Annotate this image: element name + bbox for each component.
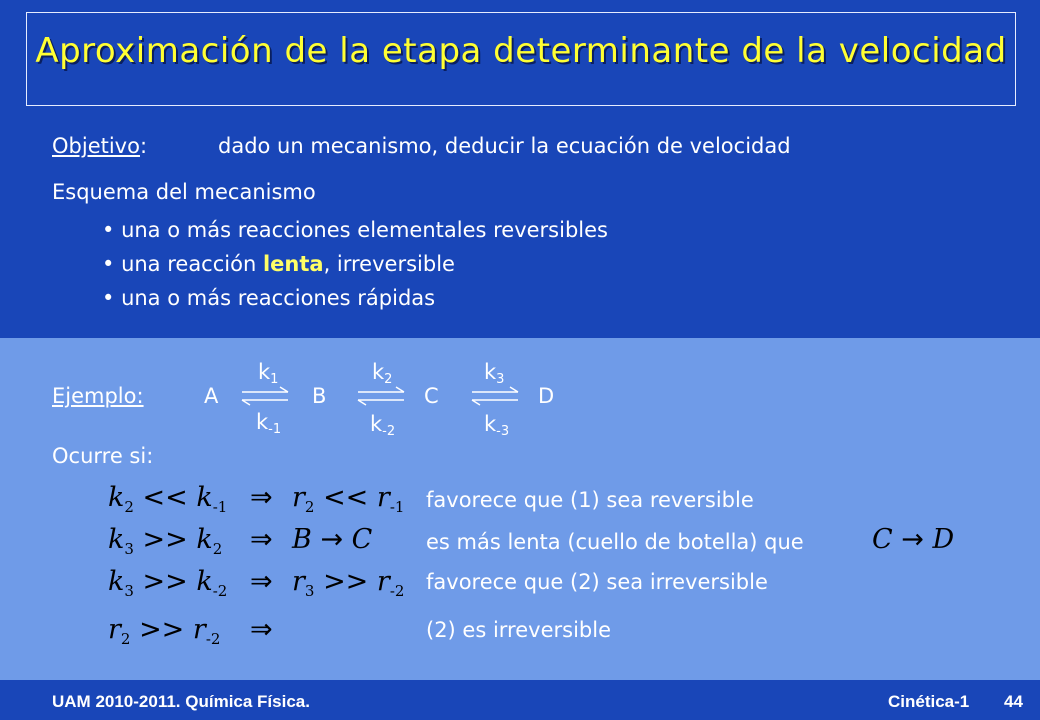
objetivo-text: dado un mecanismo, deducir la ecuación de velocidad bbox=[218, 134, 791, 158]
ocurre-label: Ocurre si: bbox=[52, 444, 154, 468]
footer-course: UAM 2010-2011. Química Física. bbox=[52, 692, 310, 711]
condition-2-lhs: $k_3 >> k_2$ bbox=[108, 524, 223, 558]
bullet-highlight: lenta bbox=[262, 252, 324, 276]
condition-4-text: (2) es irreversible bbox=[426, 618, 611, 642]
title-box bbox=[26, 12, 1016, 106]
ejemplo-label: Ejemplo: bbox=[52, 384, 144, 408]
slide-title: Aproximación de la etapa determinante de la velocidad bbox=[35, 31, 1007, 71]
condition-1-lhs: $k_2 << k_{-1}$ bbox=[108, 482, 228, 516]
condition-2-implies: ⇒ bbox=[250, 524, 273, 555]
condition-1-text: favorece que (1) sea reversible bbox=[426, 488, 754, 512]
species-c: C bbox=[424, 384, 439, 408]
bullet-item-1: • una o más reacciones elementales reversibles bbox=[102, 218, 608, 242]
condition-4-lhs: $r_2 >> r_{-2}$ bbox=[108, 614, 221, 648]
bullet-text-pre: una reacción bbox=[121, 252, 263, 276]
condition-1-implies: ⇒ bbox=[250, 482, 273, 513]
k-forward-2: k2 bbox=[372, 360, 393, 387]
species-b: B bbox=[312, 384, 327, 408]
equilibrium-arrow-2 bbox=[358, 387, 404, 405]
k-forward-3: k3 bbox=[484, 360, 505, 387]
objetivo-label: Objetivo bbox=[52, 134, 140, 158]
objetivo-colon: : bbox=[139, 134, 148, 158]
condition-3-text: favorece que (2) sea irreversible bbox=[426, 570, 768, 594]
species-a: A bbox=[204, 384, 219, 408]
condition-3-rhs: $r_3 >> r_{-2}$ bbox=[292, 566, 405, 600]
k-reverse-2: k-2 bbox=[370, 412, 396, 439]
bullet-text: una o más reacciones elementales reversibles bbox=[121, 218, 608, 242]
bullet-text: una o más reacciones rápidas bbox=[121, 286, 436, 310]
species-d: D bbox=[538, 384, 555, 408]
condition-4-implies: ⇒ bbox=[250, 614, 273, 645]
bullet-item-2: • una reacción lenta, irreversible bbox=[102, 252, 455, 276]
k-reverse-3: k-3 bbox=[484, 412, 510, 439]
bullet-item-3: • una o más reacciones rápidas bbox=[102, 286, 436, 310]
condition-2-tail: C → D bbox=[872, 524, 955, 555]
footer-page-number: 44 bbox=[1004, 692, 1023, 711]
equilibrium-arrow-1 bbox=[242, 387, 288, 405]
condition-1-rhs: $r_2 << r_{-1}$ bbox=[292, 482, 405, 516]
condition-3-lhs: $k_3 >> k_{-2}$ bbox=[108, 566, 228, 600]
objetivo-label-group bbox=[52, 134, 147, 158]
condition-2-text: es más lenta (cuello de botella) que bbox=[426, 530, 804, 554]
equilibrium-arrow-3 bbox=[472, 387, 518, 405]
condition-2-rhs: B → C bbox=[292, 524, 373, 555]
k-forward-1: k1 bbox=[258, 360, 279, 387]
esquema-heading: Esquema del mecanismo bbox=[52, 180, 316, 204]
footer-section: Cinética-1 bbox=[888, 692, 970, 711]
k-reverse-1: k-1 bbox=[256, 410, 282, 437]
condition-3-implies: ⇒ bbox=[250, 566, 273, 597]
bullet-text-post: , irreversible bbox=[323, 252, 455, 276]
